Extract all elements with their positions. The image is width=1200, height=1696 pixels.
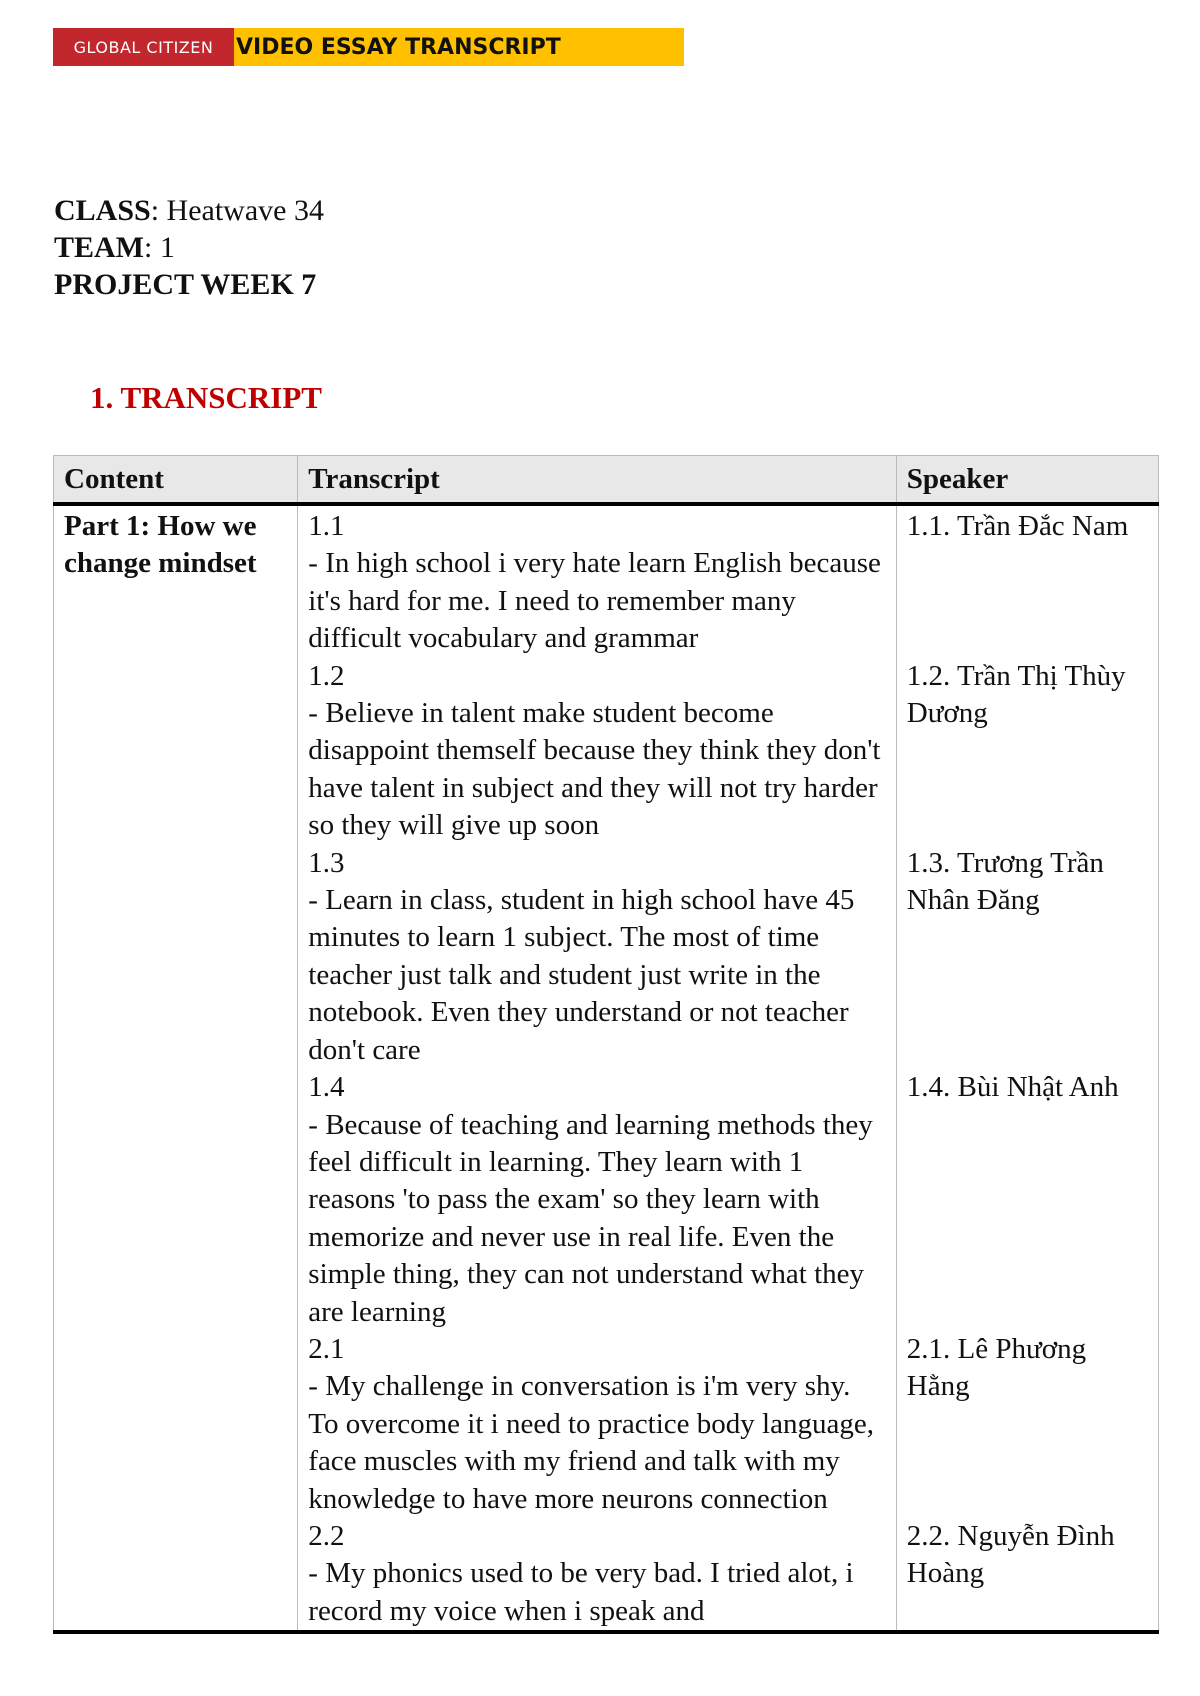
speaker-name: 1.2. Trần Thị Thùy Dương	[906, 660, 1126, 730]
transcript-entry	[308, 1069, 886, 1331]
table-header-row	[54, 456, 1159, 505]
section-title: 1. TRANSCRIPT	[90, 380, 322, 415]
entry-number: 1.3	[308, 846, 345, 879]
entry-text: - Because of teaching and learning methods they feel difficult in learning. They learn with 1 reasons 'to pass the exam' so they learn with memorize and never use in real life. Even the simple thing, they can not understand what they are learning	[308, 1108, 873, 1328]
class-line	[54, 192, 324, 229]
project-label: PROJECT WEEK 7	[54, 268, 317, 301]
transcript-table	[53, 455, 1159, 1634]
transcript-entry	[308, 1331, 886, 1518]
project-line	[54, 266, 324, 303]
speaker-name: 1.1. Trần Đắc Nam	[906, 510, 1129, 542]
entry-text: - Learn in class, student in high school have 45 minutes to learn 1 subject. The most of time teacher just talk and student just write in the notebook. Even they understand or not teacher don't care	[308, 884, 855, 1066]
transcript-entry	[308, 658, 886, 845]
entry-text: - In high school i very hate learn English because it's hard for me. I need to remember many difficult vocabulary and grammar	[308, 547, 881, 655]
speaker-cell	[896, 504, 1158, 1632]
table-row	[54, 504, 1159, 1632]
entry-number: 1.1	[308, 510, 345, 542]
team-value: : 1	[144, 231, 175, 264]
entry-number: 2.2	[308, 1519, 345, 1552]
entry-number: 1.2	[308, 659, 345, 692]
speaker-name: 2.1. Lê Phương Hằng	[906, 1333, 1087, 1403]
entry-text: - Believe in talent make student become disappoint themself because they think they don't have talent in subject and they will not try harder so they will give up soon	[308, 697, 881, 842]
document-header	[53, 28, 684, 66]
transcript-cell	[298, 504, 897, 1632]
entry-text: - My phonics used to be very bad. I tried alot, i record my voice when i speak and	[308, 1557, 854, 1627]
team-line	[54, 229, 324, 266]
transcript-entry	[308, 845, 886, 1069]
column-header-transcript: Transcript	[298, 456, 897, 505]
entry-text: - My challenge in conversation is i'm very shy. To overcome it i need to practice body language, face muscles with my friend and talk with my knowledge to have more neurons connection	[308, 1370, 874, 1515]
part-label: Part 1: How we change mindset	[54, 504, 298, 1632]
entry-number: 1.4	[308, 1071, 345, 1104]
team-label: TEAM	[54, 231, 144, 264]
document-meta	[54, 192, 324, 303]
speaker-name: 2.2. Nguyễn Đình Hoàng	[906, 1520, 1115, 1590]
class-label: CLASS	[54, 194, 151, 227]
document-type-banner: VIDEO ESSAY TRANSCRIPT	[234, 28, 684, 66]
transcript-entry	[308, 508, 886, 658]
column-header-speaker: Speaker	[896, 456, 1158, 505]
entry-number: 2.1	[308, 1332, 345, 1365]
class-value: : Heatwave 34	[150, 194, 324, 227]
speaker-name: 1.3. Trương Trần Nhân Đăng	[906, 847, 1104, 917]
transcript-entry	[308, 1518, 886, 1630]
speaker-name: 1.4. Bùi Nhật Anh	[906, 1071, 1119, 1103]
column-header-content: Content	[54, 456, 298, 505]
brand-logo: GLOBAL CITIZEN	[53, 28, 234, 66]
